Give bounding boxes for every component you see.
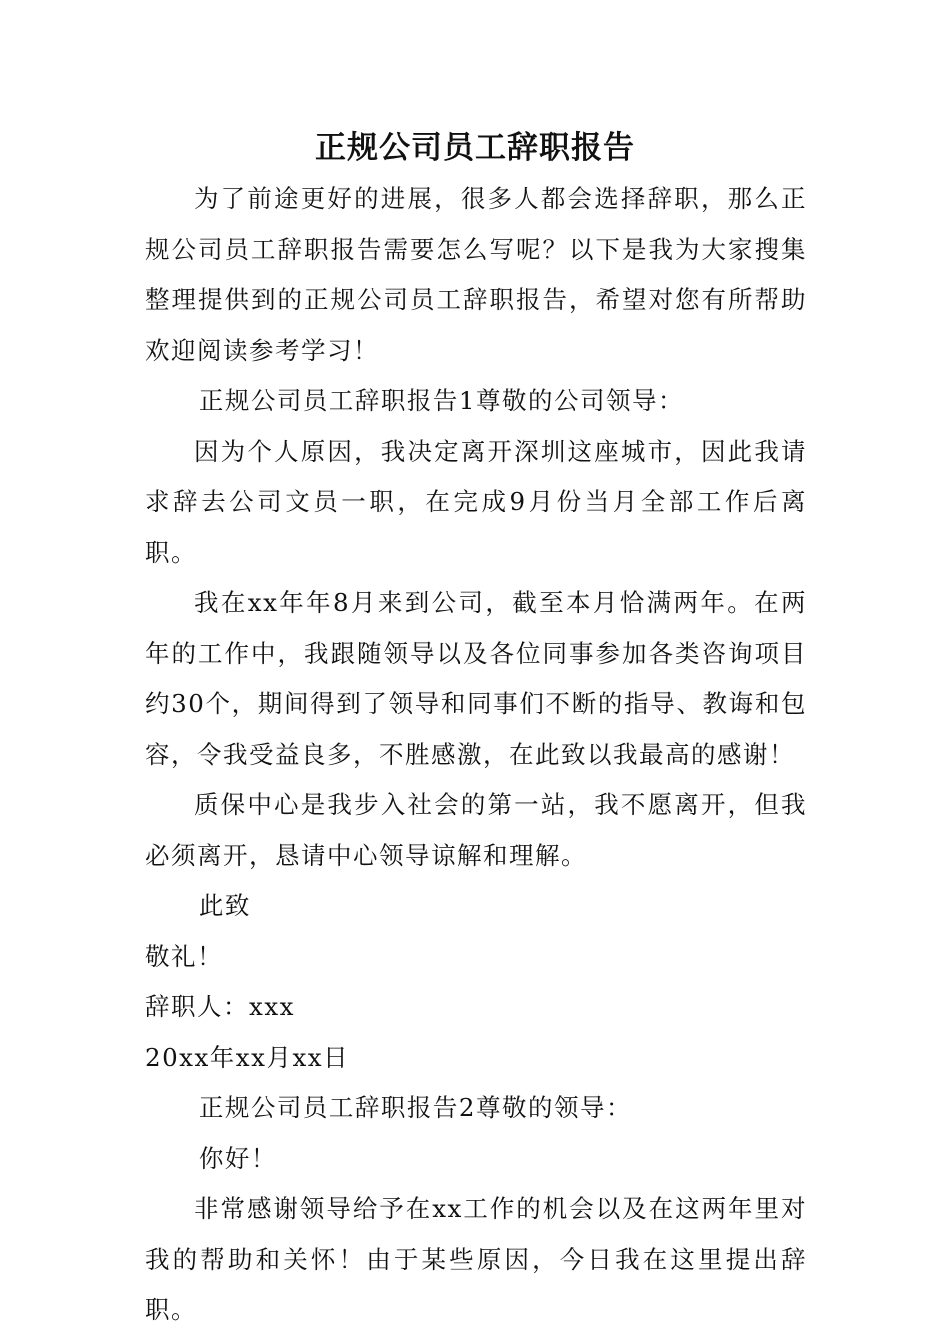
signature-line: 辞职人：xxx	[145, 992, 295, 1021]
report-1-paragraph-experience: 我在xx年年8月来到公司，截至本月恰满两年。在两年的工作中，我跟随领导以及各位同事参加各类咨询项目约30个，期间得到了领导和同事们不断的指导、教诲和包容，令我受益良多，不胜感激，在此致以我最高的感谢！	[145, 588, 807, 769]
report-1-paragraph-farewell: 质保中心是我步入社会的第一站，我不愿离开，但我必须离开，恳请中心领导谅解和理解。	[145, 790, 807, 870]
date-line: 20xx年xx月xx日	[145, 1042, 350, 1072]
report-2-heading: 正规公司员工辞职报告2尊敬的领导：	[198, 1093, 632, 1122]
document-title: 正规公司员工辞职报告	[315, 130, 635, 166]
intro-paragraph: 为了前途更好的进展，很多人都会选择辞职，那么正规公司员工辞职报告需要怎么写呢？以下是我为大家搜集整理提供到的正规公司员工辞职报告，希望对您有所帮助欢迎阅读参考学习！	[145, 184, 807, 365]
report-2-greeting: 你好！	[198, 1143, 277, 1173]
report-1-heading: 正规公司员工辞职报告1尊敬的公司领导：	[198, 386, 684, 415]
document-body	[145, 174, 807, 1336]
report-2-paragraph-thanks: 非常感谢领导给予在xx工作的机会以及在这两年里对我的帮助和关怀！由于某些原因，今日我在这里提出辞职。	[145, 1194, 807, 1324]
closing-salutation: 此致	[198, 891, 251, 920]
report-1-paragraph-reason: 因为个人原因，我决定离开深圳这座城市，因此我请求辞去公司文员一职，在完成9月份当月全部工作后离职。	[145, 436, 807, 567]
closing-regards: 敬礼！	[145, 941, 223, 971]
